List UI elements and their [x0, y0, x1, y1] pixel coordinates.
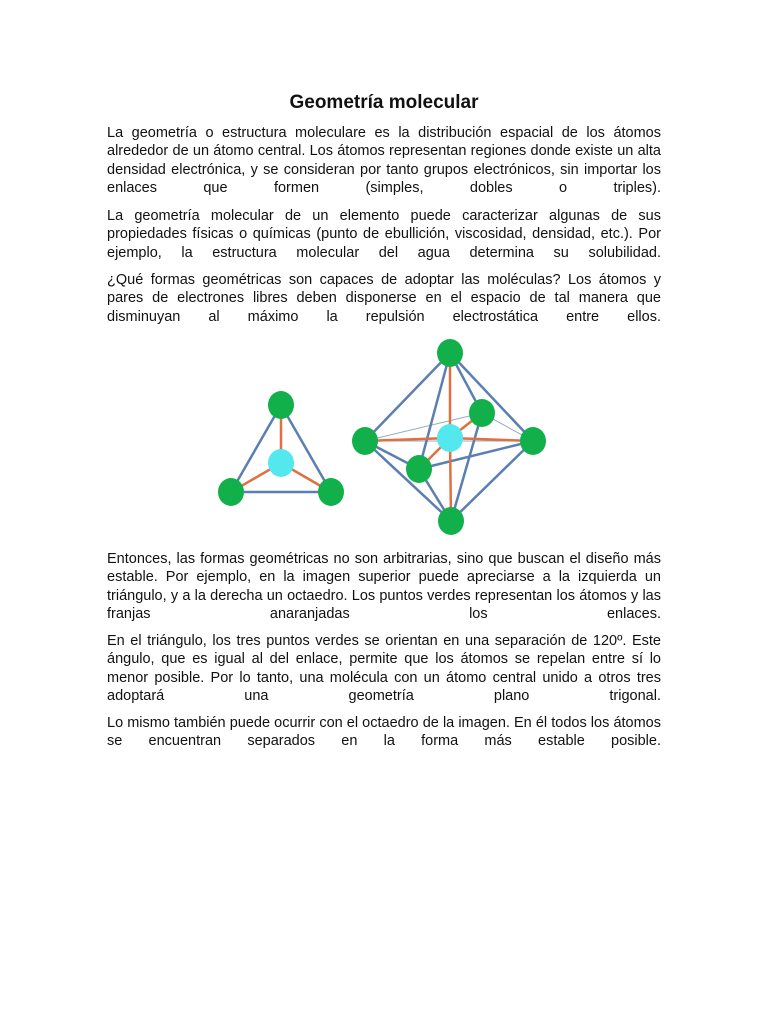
paragraph-1: La geometría o estructura moleculare es la distribución espacial de los átomos alrededor de un átomo central. Los átomos representan regiones donde existe un alta densidad electrónica, y se consideran por tanto grupos electrónicos, sin importar los enlaces que formen (simples, dobles o triples). — [107, 125, 661, 196]
atom — [520, 427, 546, 455]
atom — [437, 339, 463, 367]
molecular-geometry-figure — [208, 332, 560, 544]
paragraph-5: En el triángulo, los tres puntos verdes se orientan en una separación de 120º. Este ángulo, que es igual al del enlace, permite que los átomos se repelan entre sí lo menor posible. Por lo tanto, una molécula con un átomo central unido a otros tres adoptará una geometría plano trigonal. — [107, 633, 661, 704]
octahedral-diagram — [352, 339, 546, 535]
paragraph-6: Lo mismo también puede ocurrir con el octaedro de la imagen. En él todos los átomos se encuentran separados en la forma más estable posible. — [107, 715, 661, 750]
atom — [352, 427, 378, 455]
atom — [406, 455, 432, 483]
central-atom — [437, 424, 463, 452]
central-atom — [268, 449, 294, 477]
atom — [268, 391, 294, 419]
octahedron-edge — [365, 441, 451, 521]
document-title: Geometría molecular — [289, 92, 479, 113]
paragraph-4: Entonces, las formas geométricas no son arbitrarias, sino que buscan el diseño más estable. Por ejemplo, en la imagen superior puede apreciarse a la izquierda un triángulo, y a la derecha un octaedro. Los puntos verdes representan los átomos y las franjas anaranjadas los enlaces. — [107, 551, 661, 622]
octahedron-edge — [419, 441, 533, 469]
trigonal-planar-diagram — [218, 391, 344, 506]
triangle-edge — [281, 405, 331, 492]
atom — [318, 478, 344, 506]
paragraph-2: La geometría molecular de un elemento puede caracterizar algunas de sus propiedades físicas o químicas (punto de ebullición, viscosidad, densidad, etc.). Por ejemplo, la estructura molecular del agua determina su solubilidad. — [107, 208, 661, 261]
molecular-geometry-svg — [208, 332, 560, 544]
triangle-edge — [231, 405, 281, 492]
atom — [218, 478, 244, 506]
atom — [438, 507, 464, 535]
atom — [469, 399, 495, 427]
paragraph-3: ¿Qué formas geométricas son capaces de adoptar las moléculas? Los átomos y pares de electrones libres deben disponerse en el espacio de tal manera que disminuyan al máximo la repulsión electrostática entre ellos. — [107, 272, 661, 325]
